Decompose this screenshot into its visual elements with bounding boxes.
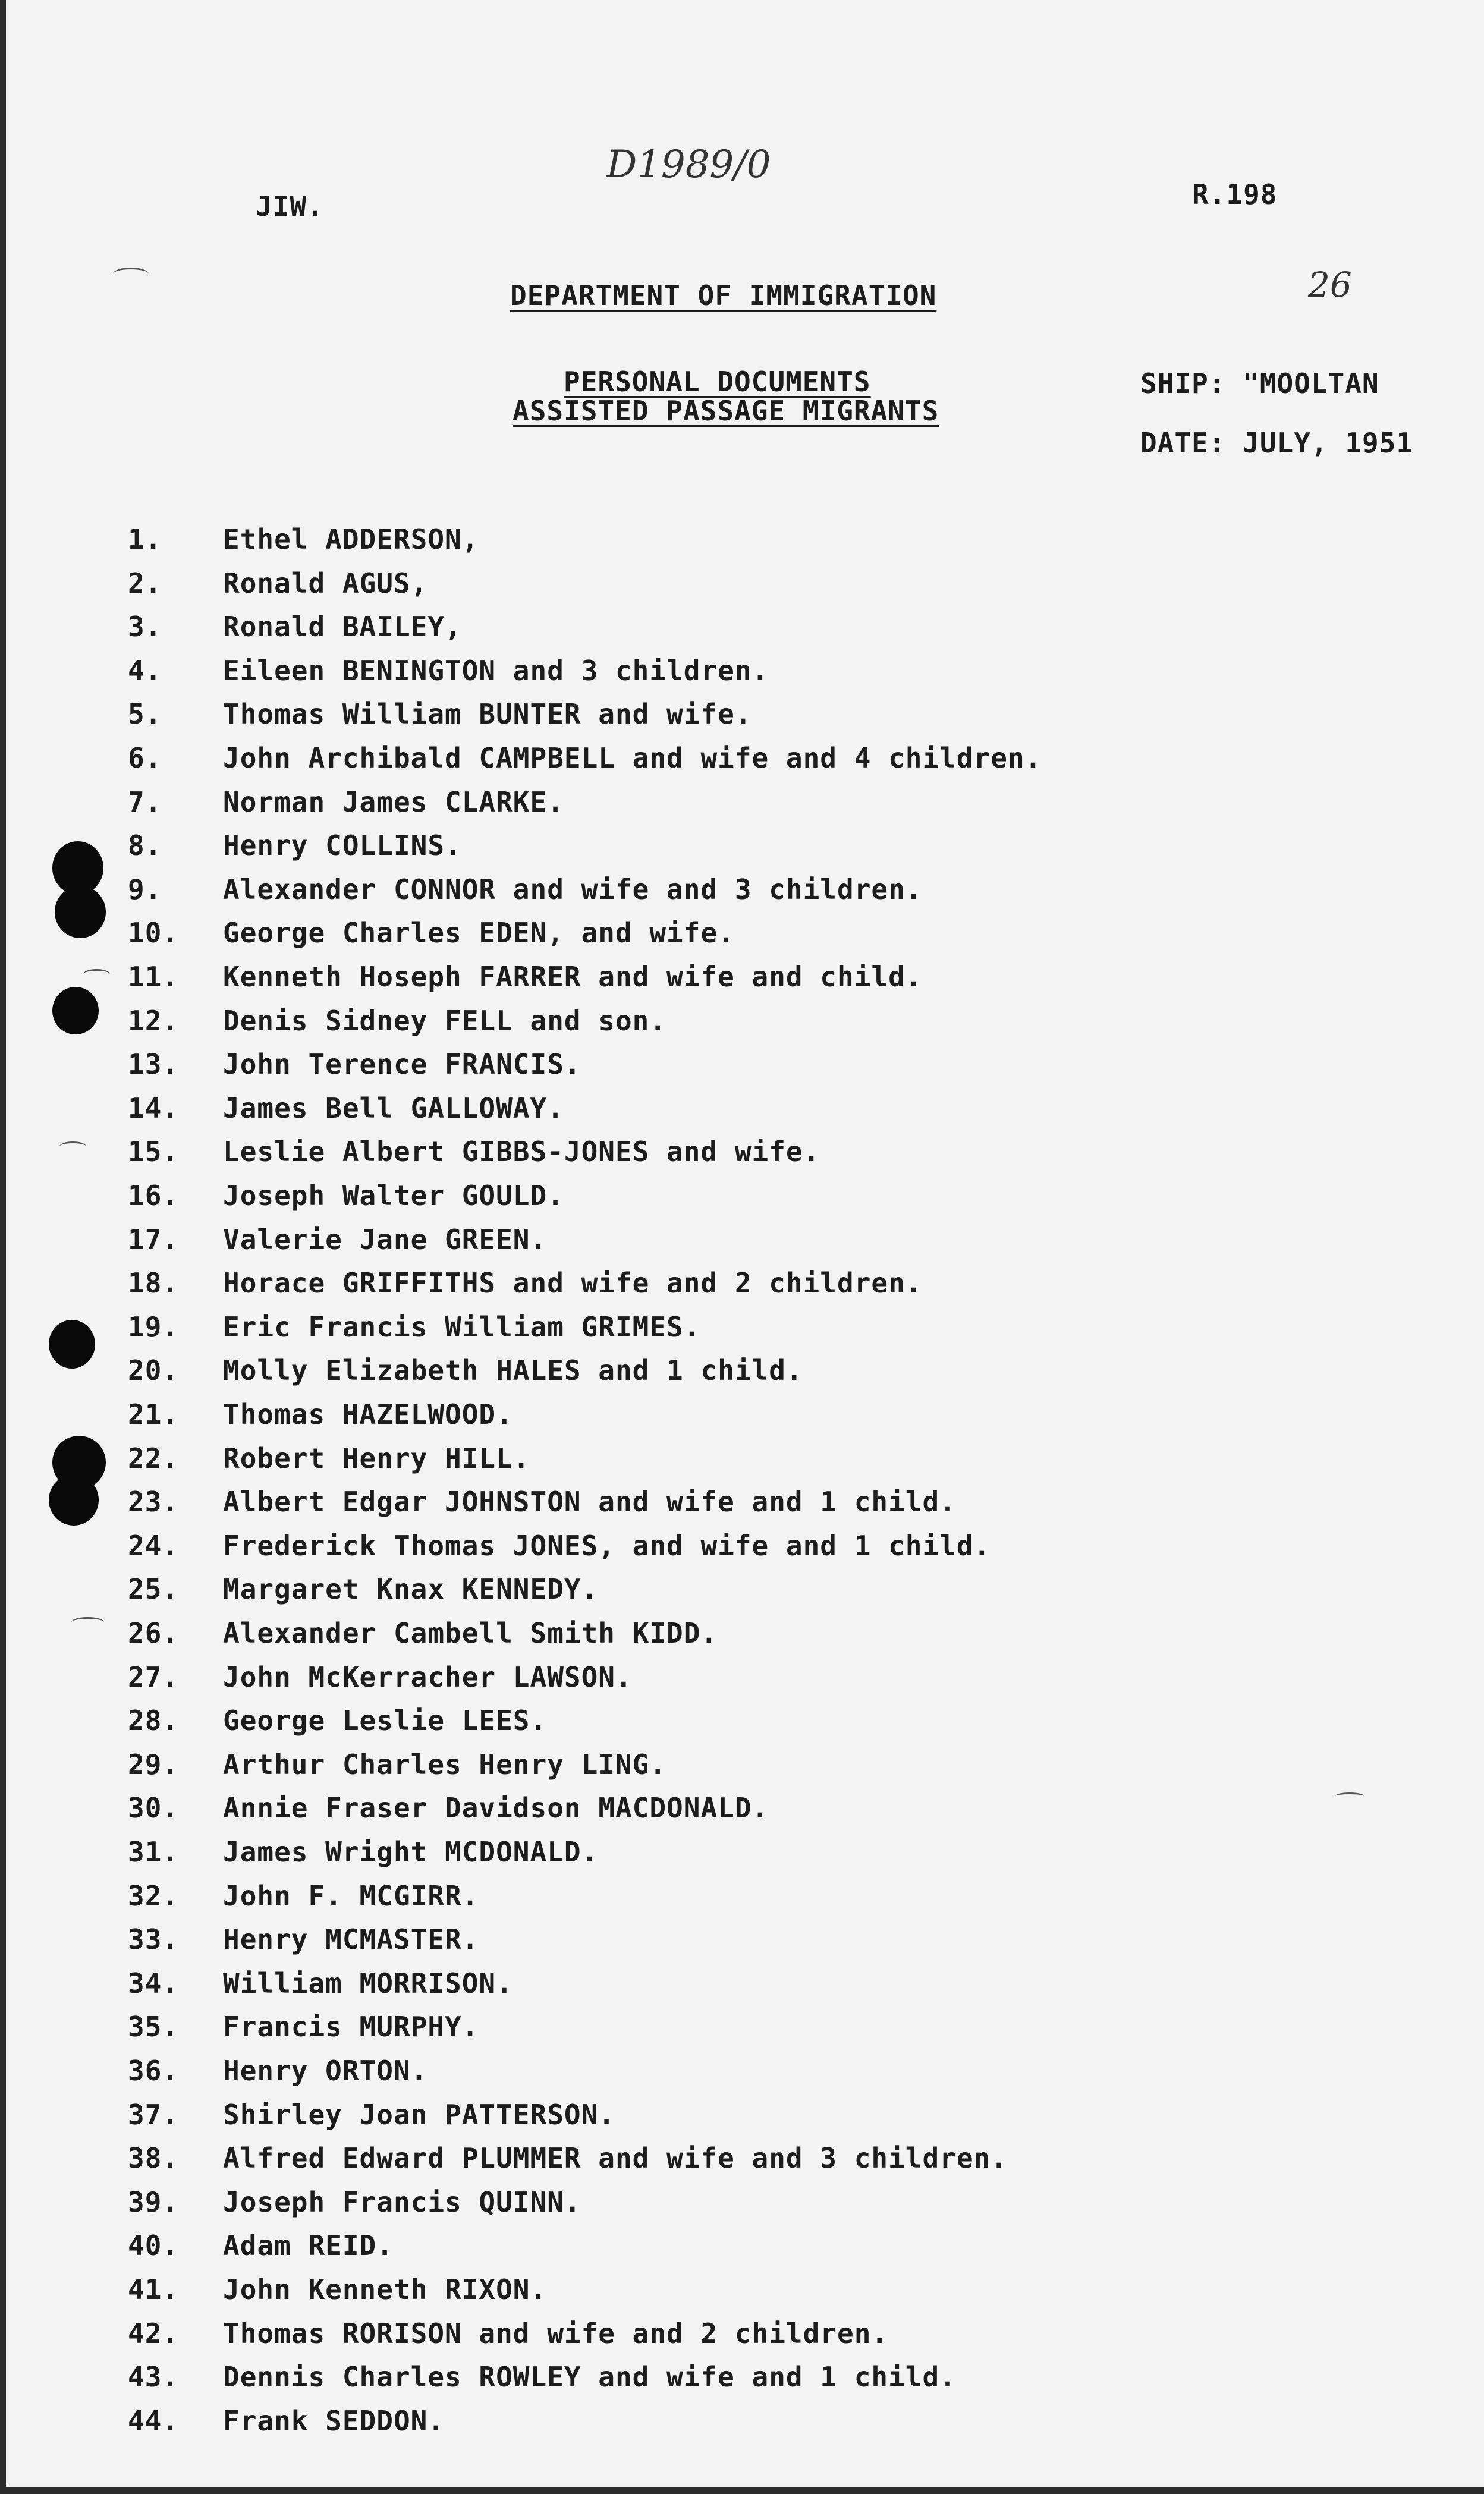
department-heading: DEPARTMENT OF IMMIGRATION [510, 279, 937, 312]
migrant-name: Denis Sidney FELL and son. [223, 1005, 667, 1037]
list-item [0, 1180, 1484, 1221]
item-number: 2. [128, 567, 162, 599]
list-item [0, 1748, 1484, 1790]
list-item [0, 2317, 1484, 2359]
list-item [0, 523, 1484, 565]
migrant-name: Joseph Walter GOULD. [223, 1180, 564, 1212]
list-item [0, 2099, 1484, 2140]
list-item [0, 873, 1484, 915]
migrant-name: George Leslie LEES. [223, 1704, 548, 1737]
migrant-name: Francis MURPHY. [223, 2011, 479, 2043]
item-number: 23. [128, 1486, 180, 1518]
migrant-name: Henry COLLINS. [223, 829, 462, 861]
item-number: 37. [128, 2099, 180, 2131]
item-number: 35. [128, 2011, 180, 2043]
item-number: 44. [128, 2405, 180, 2437]
item-number: 27. [128, 1661, 180, 1693]
document-title-line1: PERSONAL DOCUMENTS [564, 366, 871, 398]
migrant-name: Horace GRIFFITHS and wife and 2 children. [223, 1267, 923, 1299]
list-item [0, 1792, 1484, 1833]
item-number: 20. [128, 1354, 180, 1386]
migrant-name: Shirley Joan PATTERSON. [223, 2099, 615, 2131]
migrant-name: Kenneth Hoseph FARRER and wife and child. [223, 961, 923, 993]
list-item [0, 1048, 1484, 1090]
item-number: 5. [128, 698, 162, 730]
list-item [0, 1967, 1484, 2009]
migrant-name: Thomas William BUNTER and wife. [223, 698, 752, 730]
list-item [0, 698, 1484, 740]
item-number: 3. [128, 611, 162, 643]
list-item [0, 2186, 1484, 2228]
migrant-name: Albert Edgar JOHNSTON and wife and 1 child. [223, 1486, 957, 1518]
list-item [0, 1354, 1484, 1396]
item-number: 22. [128, 1442, 180, 1474]
list-item [0, 1836, 1484, 1877]
migrant-name: Margaret Knax KENNEDY. [223, 1573, 599, 1605]
migrant-name: Eric Francis William GRIMES. [223, 1311, 701, 1343]
item-number: 11. [128, 961, 180, 993]
item-number: 29. [128, 1748, 180, 1781]
list-item [0, 2142, 1484, 2184]
item-number: 31. [128, 1836, 180, 1868]
list-item [0, 917, 1484, 958]
migrant-name: Alexander Cambell Smith KIDD. [223, 1617, 718, 1649]
item-number: 33. [128, 1923, 180, 1955]
item-number: 1. [128, 523, 162, 555]
list-item [0, 1617, 1484, 1659]
list-item [0, 1661, 1484, 1703]
list-item [0, 742, 1484, 784]
item-number: 36. [128, 2055, 180, 2087]
migrant-name: John Kenneth RIXON. [223, 2273, 548, 2306]
migrant-name: George Charles EDEN, and wife. [223, 917, 735, 949]
migrant-name: Adam REID. [223, 2229, 394, 2262]
migrant-name: Frank SEDDON. [223, 2405, 445, 2437]
list-item [0, 2361, 1484, 2402]
migrant-name: John F. MCGIRR. [223, 1880, 479, 1912]
migrant-name: Ronald BAILEY, [223, 611, 462, 643]
list-item [0, 1486, 1484, 1527]
item-number: 14. [128, 1092, 180, 1124]
list-item [0, 1005, 1484, 1046]
list-item [0, 2405, 1484, 2446]
item-number: 6. [128, 742, 162, 774]
migrant-name: Ronald AGUS, [223, 567, 428, 599]
migrant-name: James Bell GALLOWAY. [223, 1092, 564, 1124]
document-title-line2: ASSISTED PASSAGE MIGRANTS [513, 395, 939, 427]
item-number: 34. [128, 1967, 180, 1999]
item-number: 30. [128, 1792, 180, 1824]
item-number: 25. [128, 1573, 180, 1605]
item-number: 7. [128, 786, 162, 818]
migrant-name: John Archibald CAMPBELL and wife and 4 children. [223, 742, 1042, 774]
list-item [0, 1573, 1484, 1615]
item-number: 38. [128, 2142, 180, 2174]
list-item [0, 1398, 1484, 1440]
item-number: 18. [128, 1267, 180, 1299]
item-number: 39. [128, 2186, 180, 2218]
reference-number: R.198 [1192, 178, 1278, 210]
migrant-name: Henry MCMASTER. [223, 1923, 479, 1955]
list-item [0, 786, 1484, 828]
voyage-date: DATE: JULY, 1951 [1140, 427, 1414, 459]
list-item [0, 1880, 1484, 1921]
handwritten-folio-number: 26 [1308, 265, 1352, 305]
list-item [0, 2055, 1484, 2096]
list-item [0, 1224, 1484, 1265]
item-number: 28. [128, 1704, 180, 1737]
migrant-name: James Wright MCDONALD. [223, 1836, 599, 1868]
item-number: 16. [128, 1180, 180, 1212]
migrant-name: Henry ORTON. [223, 2055, 428, 2087]
migrant-name: Robert Henry HILL. [223, 1442, 530, 1474]
migrant-name: John McKerracher LAWSON. [223, 1661, 633, 1693]
ship-name: SHIP: "MOOLTAN [1140, 367, 1379, 400]
list-item [0, 1923, 1484, 1965]
migrant-name: Thomas RORISON and wife and 2 children. [223, 2317, 889, 2350]
handwritten-file-reference: D1989/0 [606, 143, 771, 187]
item-number: 40. [128, 2229, 180, 2262]
migrant-name: Dennis Charles ROWLEY and wife and 1 child. [223, 2361, 957, 2393]
migrant-name: Alexander CONNOR and wife and 3 children. [223, 873, 923, 905]
list-item [0, 1704, 1484, 1746]
list-item [0, 961, 1484, 1002]
item-number: 41. [128, 2273, 180, 2306]
list-item [0, 1136, 1484, 1177]
migrant-name: John Terence FRANCIS. [223, 1048, 581, 1080]
migrant-name: Annie Fraser Davidson MACDONALD. [223, 1792, 769, 1824]
list-item [0, 655, 1484, 696]
list-item [0, 2011, 1484, 2052]
migrant-name: Leslie Albert GIBBS-JONES and wife. [223, 1136, 820, 1168]
migrant-name: Eileen BENINGTON and 3 children. [223, 655, 769, 687]
item-number: 8. [128, 829, 162, 861]
item-number: 26. [128, 1617, 180, 1649]
item-number: 24. [128, 1530, 180, 1562]
migrant-name: Joseph Francis QUINN. [223, 2186, 581, 2218]
item-number: 17. [128, 1224, 180, 1256]
migrant-name: Arthur Charles Henry LING. [223, 1748, 667, 1781]
item-number: 12. [128, 1005, 180, 1037]
typist-initials: JIW. [256, 190, 324, 222]
item-number: 4. [128, 655, 162, 687]
item-number: 42. [128, 2317, 180, 2350]
item-number: 19. [128, 1311, 180, 1343]
item-number: 43. [128, 2361, 180, 2393]
list-item [0, 829, 1484, 871]
list-item [0, 611, 1484, 652]
migrant-name: William MORRISON. [223, 1967, 513, 1999]
item-number: 9. [128, 873, 162, 905]
item-number: 21. [128, 1398, 180, 1430]
migrant-name: Ethel ADDERSON, [223, 523, 479, 555]
list-item [0, 1442, 1484, 1484]
migrant-name: Alfred Edward PLUMMER and wife and 3 children. [223, 2142, 1008, 2174]
migrant-name: Frederick Thomas JONES, and wife and 1 child. [223, 1530, 991, 1562]
migrant-name: Valerie Jane GREEN. [223, 1224, 548, 1256]
list-item [0, 1530, 1484, 1571]
item-number: 13. [128, 1048, 180, 1080]
item-number: 32. [128, 1880, 180, 1912]
list-item [0, 1311, 1484, 1353]
migrant-name: Norman James CLARKE. [223, 786, 564, 818]
migrant-name: Thomas HAZELWOOD. [223, 1398, 513, 1430]
list-item [0, 1267, 1484, 1309]
list-item [0, 1092, 1484, 1134]
list-item [0, 2273, 1484, 2315]
list-item [0, 2229, 1484, 2271]
list-item [0, 567, 1484, 609]
item-number: 15. [128, 1136, 180, 1168]
item-number: 10. [128, 917, 180, 949]
migrant-name: Molly Elizabeth HALES and 1 child. [223, 1354, 803, 1386]
